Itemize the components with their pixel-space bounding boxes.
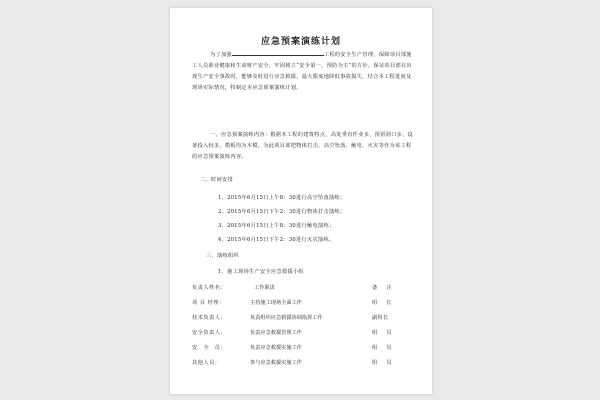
row-role: 组 员 [372,360,394,366]
table-row [192,344,414,354]
header-role: 备 注 [372,285,394,291]
table-row [192,359,414,369]
row-role: 副组长 [372,315,389,321]
schedule-item: 1、2015年6月15日上午8：30进行高空坠落演练； [218,195,346,201]
row-name: 安全负责人： [192,330,227,336]
table-row [192,314,414,324]
group-heading: 1、施工现场生产安全应急救援小组 [218,269,304,275]
row-name: 技术负责人： [192,315,227,321]
header-duty: 工作职责 [254,285,275,291]
table-row [192,299,414,309]
intro-prefix: 为了加强 [210,52,232,58]
row-duty: 负责组织应急救援协调指挥工作 [250,315,323,321]
schedule-item: 2、2015年6月15日下午2：30进行物体打击演练； [218,209,346,215]
intro-paragraph [192,48,414,94]
table-row [192,329,414,339]
section-1-paragraph: 一、应急预案演练内容：根据本工程的建筑特点，高处垂直作业多，预留洞口多，设备投入较多，模板均为木模，为此项目部把物体打击、高空坠落、触电、火灾等作为该工程的应急预案演练内容。 [192,132,414,160]
row-duty: 主持施工现场全面工作 [250,300,302,306]
document-title: 应急预案演练计划 [260,37,341,47]
section-3-heading: 三、演练组织 [206,253,239,259]
header-name: 负责人姓名： [192,285,227,291]
project-name-blank [232,48,324,56]
intro-body: 管理，保障项目部施工人员职业健康和生命财产安全，牢固树立“安全第一，预防为主”的方针，保证项目部在出现生产安全事故时，能够及时进行应急救援，最大限度地降低事故损失，结合本工程进度及现场实际情况，特制定本应急预案演练计划。 [192,52,412,91]
row-name: 安 全 员： [192,345,227,351]
document-page [170,8,432,394]
row-role: 组 员 [372,330,394,336]
row-role: 组 长 [372,300,394,306]
row-duty: 负责应急救援管理工作 [250,330,302,336]
row-name: 项 目 经理： [192,300,225,306]
section-2-heading: 二、时间安排 [200,177,233,183]
intro-suffix: 工程的安全生产 [323,52,363,58]
row-name: 其他人员： [192,360,221,366]
row-duty: 参与应急救援实施工作 [250,360,302,366]
table-header-row [192,284,414,294]
schedule-item: 3、2015年6月15日上午8：30进行触电演练； [218,223,335,229]
row-role: 组 员 [372,345,394,351]
schedule-item: 4、2015年6月15日下午2：30进行火灾演练。 [218,237,335,243]
row-duty: 负责应急救援实施工作 [250,345,302,351]
